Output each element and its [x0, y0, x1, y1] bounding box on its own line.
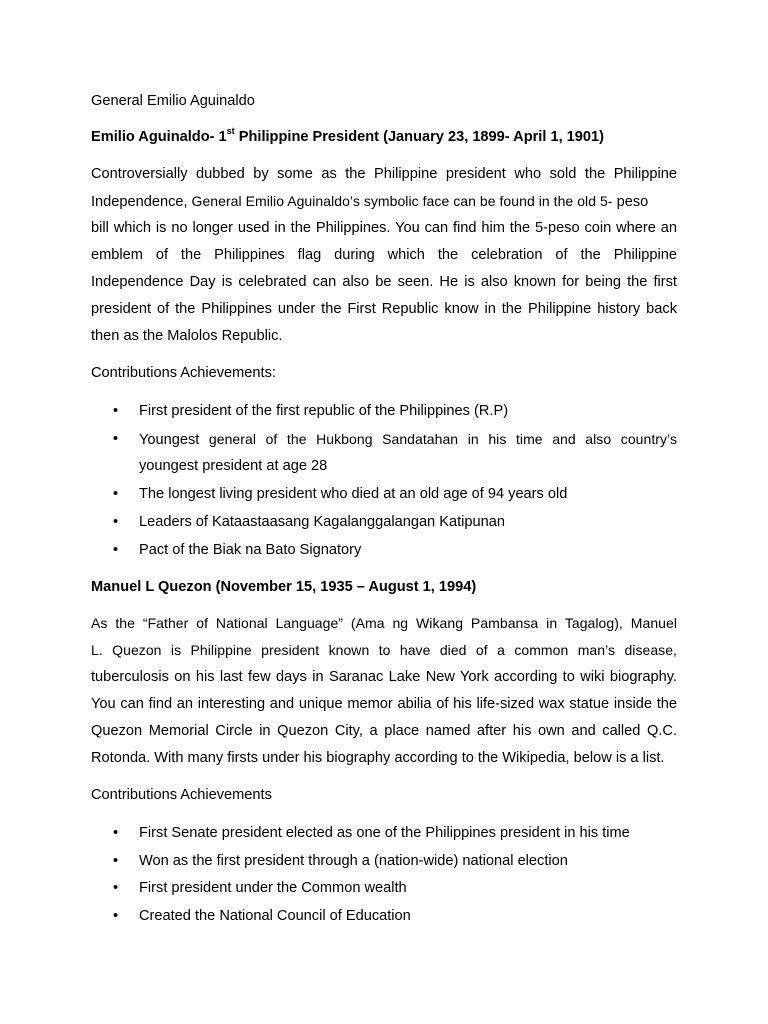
paragraph-line: Independence Day is celebrated can also be seen. He is also known for being the first: [91, 274, 677, 290]
bullet-icon: •: [113, 908, 119, 924]
bullet-icon: •: [113, 880, 119, 896]
paragraph-line: emblem of the Philippines flag during which the celebration of the Philippine: [91, 247, 677, 263]
document-title: General Emilio Aguinaldo: [91, 93, 255, 109]
paragraph-line: Rotonda. With many firsts under his biography according to the Wikipedia, below is a list.: [91, 750, 665, 766]
list-item: Won as the first president through a (nation-wide) national election: [139, 853, 568, 869]
contributions-label: Contributions Achievements:: [91, 365, 276, 381]
paragraph-line: L. Quezon is Philippine president known to have died of a common man’s disease,: [91, 642, 677, 658]
list-item: [139, 431, 677, 448]
bullet-icon: •: [113, 486, 119, 502]
paragraph-line: tuberculosis on his last few days in Saranac Lake New York according to wiki biography.: [91, 669, 677, 685]
heading-superscript: st: [226, 126, 235, 137]
list-item: First president under the Common wealth: [139, 880, 407, 896]
paragraph-fragment: peso: [612, 194, 649, 210]
paragraph-line-mixed: [91, 193, 677, 210]
paragraph-line: Quezon Memorial Circle in Quezon City, a place named after his own and called Q.C.: [91, 723, 677, 739]
list-item-fragment: Youngest: [139, 432, 200, 448]
bullet-icon: •: [113, 431, 119, 447]
paragraph-line: As the “Father of National Language” (Ama ng Wikang Pambansa in Tagalog), Manuel: [91, 615, 677, 631]
section-heading-quezon: Manuel L Quezon (November 15, 1935 – August 1, 1994): [91, 579, 477, 595]
paragraph-line: bill which is no longer used in the Philippines. You can find him the 5-peso coin where an: [91, 220, 677, 236]
paragraph-line: then as the Malolos Republic.: [91, 328, 283, 344]
contributions-label: Contributions Achievements: [91, 787, 272, 803]
bullet-icon: •: [113, 853, 119, 869]
bullet-icon: •: [113, 825, 119, 841]
heading-text-cont: Philippine President (January 23, 1899- April 1, 1901): [234, 129, 604, 145]
section-heading-aguinaldo: [91, 126, 604, 145]
bullet-icon: •: [113, 403, 119, 419]
list-item: First president of the first republic of the Philippines (R.P): [139, 403, 509, 419]
bullet-icon: •: [113, 542, 119, 558]
heading-text: Emilio Aguinaldo- 1: [91, 129, 227, 145]
paragraph-line: You can find an interesting and unique memor abilia of his life-sized wax statue inside the: [91, 696, 677, 712]
list-item-continuation: youngest president at age 28: [139, 458, 328, 474]
list-item: Created the National Council of Education: [139, 908, 411, 924]
paragraph-line: Controversially dubbed by some as the Philippine president who sold the Philippine: [91, 166, 677, 182]
list-item: First Senate president elected as one of the Philippines president in his time: [139, 825, 630, 841]
bullet-icon: •: [113, 514, 119, 530]
list-item: Pact of the Biak na Bato Signatory: [139, 542, 362, 558]
list-item: Leaders of Kataastaasang Kagalanggalangan Katipunan: [139, 514, 505, 530]
paragraph-fragment: Independence,: [91, 194, 188, 210]
paragraph-fragment: General Emilio Aguinaldo’s symbolic face can be found in the old 5-: [187, 193, 613, 209]
list-item-fragment: general of the Hukbong Sandatahan in his time and also country’s: [199, 431, 677, 447]
paragraph-line: president of the Philippines under the First Republic know in the Philippine history back: [91, 301, 677, 317]
list-item: The longest living president who died at an old age of 94 years old: [139, 486, 568, 502]
